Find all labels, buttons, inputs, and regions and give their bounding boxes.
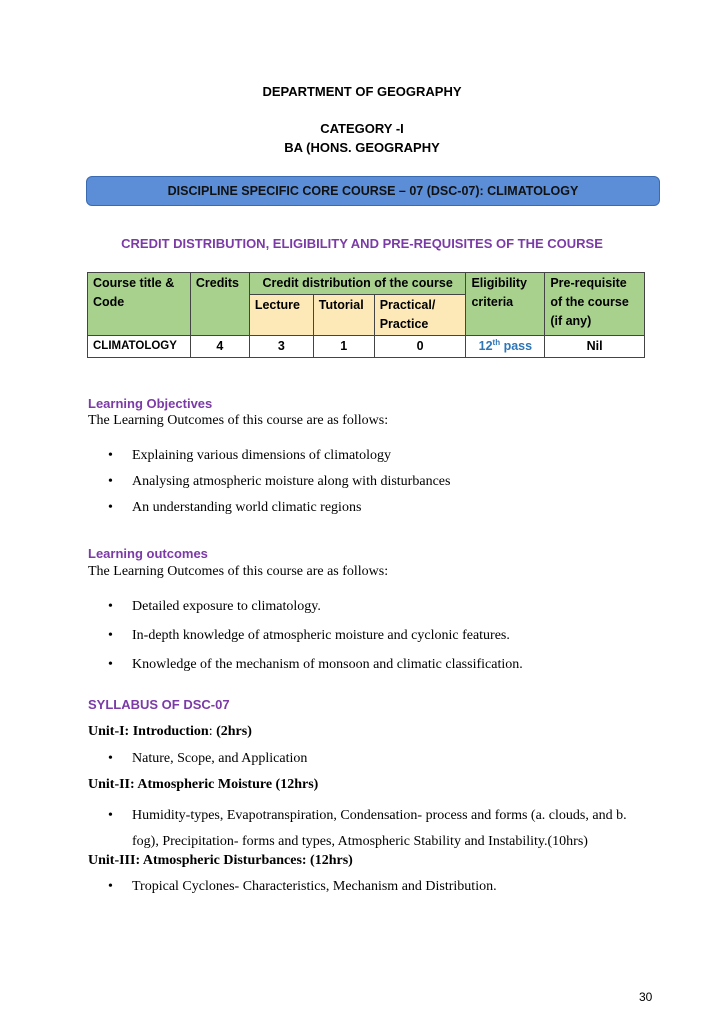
header-course-title: Course title & Code bbox=[88, 273, 191, 336]
department-heading: DEPARTMENT OF GEOGRAPHY bbox=[262, 84, 462, 99]
unit-1-colon: : bbox=[208, 724, 217, 739]
header-tutorial: Tutorial bbox=[313, 295, 374, 336]
list-item: • In-depth knowledge of atmospheric moisture and cyclonic features. bbox=[88, 628, 523, 657]
list-item: • Explaining various dimensions of climatology bbox=[88, 448, 450, 474]
learning-outcomes-intro: The Learning Outcomes of this course are as follows: bbox=[88, 564, 389, 579]
cell-practical: 0 bbox=[374, 336, 466, 358]
unit-1-label: Unit-I: Introduction bbox=[88, 724, 209, 739]
unit-1-heading bbox=[88, 724, 252, 740]
cell-prerequisite: Nil bbox=[545, 336, 645, 358]
list-item: • Nature, Scope, and Application bbox=[88, 751, 307, 767]
unit-1-hours: (2hrs) bbox=[216, 724, 252, 739]
list-item: • Humidity-types, Evapotranspiration, Condensation- process and forms (a. clouds, and b. fog), Precipitation- forms and types, Atmospheric Stability and Instability.(10hrs) bbox=[88, 803, 648, 855]
unit-1-list bbox=[88, 751, 307, 767]
header-credit-distribution: Credit distribution of the course bbox=[249, 273, 466, 295]
learning-outcomes-title: Learning outcomes bbox=[88, 546, 208, 561]
header-eligibility: Eligibility criteria bbox=[466, 273, 545, 336]
header-credits: Credits bbox=[190, 273, 249, 336]
unit-3-heading: Unit-III: Atmospheric Disturbances: (12hrs) bbox=[88, 853, 353, 868]
category-heading: CATEGORY -I bbox=[320, 121, 404, 136]
cell-lecture: 3 bbox=[249, 336, 313, 358]
learning-outcomes-list bbox=[88, 599, 523, 686]
programme-heading: BA (HONS. GEOGRAPHY bbox=[284, 140, 440, 155]
eligibility-text: pass bbox=[503, 339, 533, 353]
list-item: • Detailed exposure to climatology. bbox=[88, 599, 523, 628]
list-item: • Knowledge of the mechanism of monsoon and climatic classification. bbox=[88, 657, 523, 686]
eligibility-superscript: th bbox=[492, 337, 501, 347]
unit-2-heading: Unit-II: Atmospheric Moisture (12hrs) bbox=[88, 777, 319, 792]
learning-objectives-list bbox=[88, 448, 450, 526]
list-item: • Tropical Cyclones- Characteristics, Mechanism and Distribution. bbox=[88, 879, 497, 895]
header-prerequisite: Pre-requisite of the course (if any) bbox=[545, 273, 645, 336]
course-banner: DISCIPLINE SPECIFIC CORE COURSE – 07 (DSC-07): CLIMATOLOGY bbox=[86, 176, 660, 206]
list-item: • An understanding world climatic regions bbox=[88, 500, 450, 526]
eligibility-number: 12 bbox=[478, 339, 493, 353]
credit-distribution-heading: CREDIT DISTRIBUTION, ELIGIBILITY AND PRE-REQUISITES OF THE COURSE bbox=[121, 236, 603, 251]
list-item: • Analysing atmospheric moisture along with disturbances bbox=[88, 474, 450, 500]
header-practical: Practical/ Practice bbox=[374, 295, 466, 336]
unit-3-list bbox=[88, 879, 497, 895]
table-row bbox=[88, 336, 645, 358]
cell-credits: 4 bbox=[190, 336, 249, 358]
cell-tutorial: 1 bbox=[313, 336, 374, 358]
learning-objectives-title: Learning Objectives bbox=[88, 396, 213, 411]
cell-eligibility bbox=[466, 336, 545, 358]
unit-2-list bbox=[88, 803, 648, 855]
page-number: 30 bbox=[639, 990, 653, 1004]
cell-course-title: CLIMATOLOGY bbox=[88, 336, 191, 358]
credit-table bbox=[87, 272, 645, 358]
syllabus-title: SYLLABUS OF DSC-07 bbox=[88, 697, 230, 712]
header-lecture: Lecture bbox=[249, 295, 313, 336]
learning-objectives-intro: The Learning Outcomes of this course are as follows: bbox=[88, 413, 389, 428]
